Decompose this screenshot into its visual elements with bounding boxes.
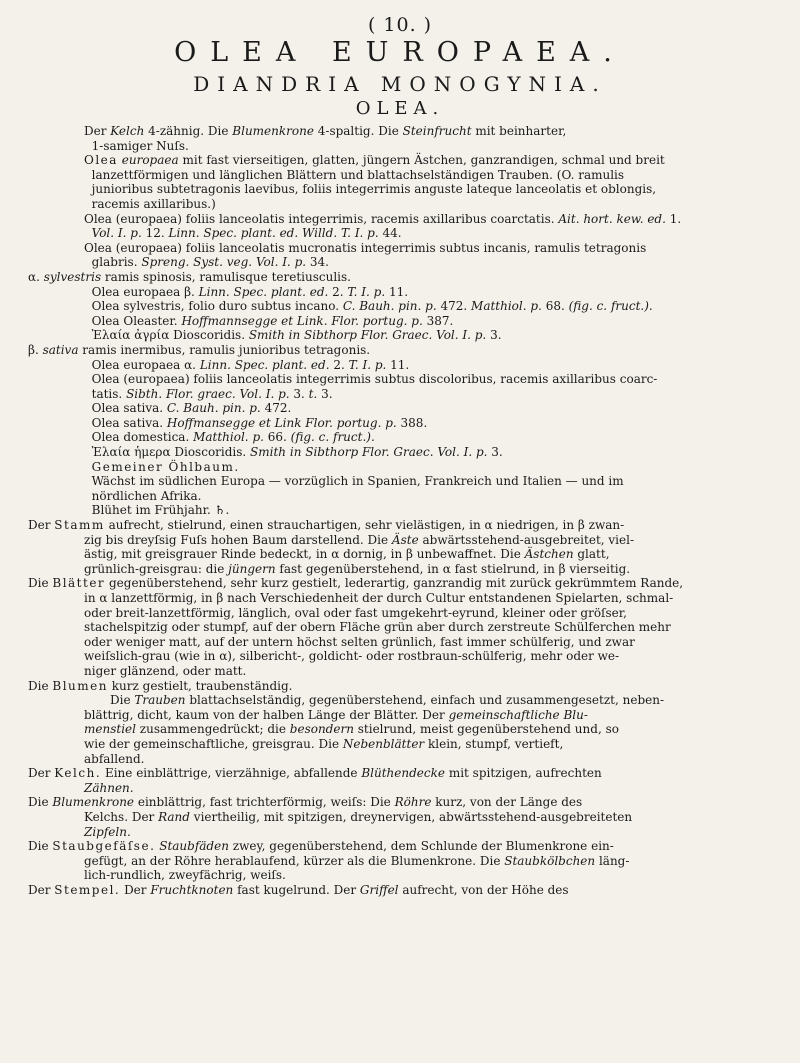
text-line: Olea sativa. C. Bauh. pin. p. 472. <box>84 401 292 416</box>
text-line: Ἐλαία ἡμερα Dioscoridis. Smith in Sibthorp Flor. Graec. Vol. I. p. 3. <box>84 445 503 460</box>
text-line: Olea europaea β. Linn. Spec. plant. ed. 2. T. I. p. 11. <box>84 284 409 299</box>
page-number: ( 10. ) <box>367 14 433 36</box>
text-line: oder breit-lanzettförmig, länglich, oval oder fast umgekehrt-eyrund, kleiner oder gröſser, <box>84 605 627 620</box>
text-line: oder weniger matt, auf der untern höchst selten grünlich, fast immer schülferig, und zwar <box>84 634 635 649</box>
text-line: ästig, mit greisgrauer Rinde bedeckt, in α dornig, in β unbewaffnet. Die Ästchen glatt, <box>84 547 610 562</box>
text-line: blättrig, dicht, kaum von der halben Länge der Blätter. Der gemeinschaftliche Blu- <box>84 707 588 722</box>
text-line: wie der gemeinschaftliche, greisgrau. Die Nebenblätter klein, stumpf, vertieft, <box>84 736 564 751</box>
genus-heading: OLEA. <box>355 98 445 119</box>
text-line: Olea Oleaster. Hoffmannsegge et Link. Flor. portug. p. 387. <box>84 313 454 328</box>
text-line: zig bis dreyſsig Fuſs hohen Baum darstellend. Die Äste abwärtsstehend-ausgebreitet, viel- <box>84 532 635 547</box>
text-line: Olea (europaea) foliis lanceolatis integerrimis subtus discoloribus, racemis axillaribus coarc- <box>84 372 658 387</box>
text-line: niger glänzend, oder matt. <box>84 663 247 678</box>
text-line: Die Trauben blattachselständig, gegenüberstehend, einfach und zusammengesetzt, neben- <box>110 693 665 708</box>
text-line: Olea (europaea) foliis lanceolatis integerrimis, racemis axillaribus coarctatis. Ait. hort. kew. ed. 1. <box>84 211 682 226</box>
text-line: lich-rundlich, zweyfächrig, weiſs. <box>84 868 286 883</box>
text-line: Vol. I. p. 12. Linn. Spec. plant. ed. Willd. T. I. p. 44. <box>91 226 402 241</box>
text-line: Ἐλαία ἀγρία Dioscoridis. Smith in Sibthorp Flor. Graec. Vol. I. p. 3. <box>84 328 502 343</box>
text-line: Olea europaea mit fast vierseitigen, glatten, jüngern Ästchen, ganzrandigen, schmal und breit <box>84 153 665 168</box>
text-line: grünlich-greisgrau: die jüngern fast gegenüberstehend, in α fast stielrund, in β vierseitig. <box>84 561 631 576</box>
text-line: tatis. Sibth. Flor. graec. Vol. I. p. 3. t. 3. <box>84 386 333 401</box>
text-line: lanzettförmigen und länglichen Blättern und blattachselständigen Trauben. (O. ramulis <box>84 167 625 182</box>
text-line: Zähnen. <box>84 780 134 795</box>
text-line: glabris. Spreng. Syst. veg. Vol. I. p. 34. <box>84 255 329 270</box>
text-line: abfallend. <box>84 751 145 766</box>
text-line: Olea europaea α. Linn. Spec. plant. ed. 2. T. I. p. 11. <box>84 357 410 372</box>
text-line: Die Staubgefäſse. Staubfäden zwey, gegenüberstehend, dem Schlunde der Blumenkrone ein- <box>28 839 614 854</box>
text-line: Olea (europaea) foliis lanceolatis mucronatis integerrimis subtus incanis, ramulis tetragonis <box>84 240 647 255</box>
text-line: Blühet im Frühjahr. ♄. <box>84 503 230 518</box>
text-line: Wächst im südlichen Europa — vorzüglich in Spanien, Frankreich und Italien — und im <box>84 474 624 489</box>
text-line: β. sativa ramis inermibus, ramulis junioribus tetragonis. <box>28 342 371 357</box>
text-line: 1-samiger Nuſs. <box>84 138 189 153</box>
text-line: racemis axillaribus.) <box>84 196 216 211</box>
text-line: Olea sativa. Hoffmansegge et Link Flor. portug. p. 388. <box>84 415 428 430</box>
text-line: Der Stamm aufrecht, stielrund, einen strauchartigen, sehr vielästigen, in α niedrigen, in β zwan- <box>28 518 625 533</box>
text-line: gefügt, an der Röhre herablaufend, kürzer als die Blumenkrone. Die Staubkölbchen läng- <box>84 853 630 868</box>
text-line: α. sylvestris ramis spinosis, ramulisque teretiusculis. <box>28 269 351 284</box>
text-line: Die Blätter gegenüberstehend, sehr kurz gestielt, lederartig, ganzrandig mit zurück gekrümmtem Rande, <box>28 576 684 591</box>
text-line: junioribus subtetragonis laevibus, foliis integerrimis anguste lateque lanceolatis et oblongis, <box>84 182 657 197</box>
text-line: Zipfeln. <box>84 824 131 839</box>
text-line: stachelspitzig oder stumpf, auf der obern Fläche grün aber durch zerstreute Schülferchen mehr <box>84 620 671 635</box>
page-title: OLEA EUROPAEA. <box>174 37 626 68</box>
text-line: Der Kelch 4-zähnig. Die Blumenkrone 4-spaltig. Die Steinfrucht mit beinharter, <box>84 124 567 138</box>
description-text <box>18 124 782 897</box>
text-line: Kelchs. Der Rand viertheilig, mit spitzigen, dreynervigen, abwärtsstehend-ausgebreiteten <box>84 809 633 824</box>
text-line: menstiel zusammengedrückt; die besondern stielrund, meist gegenüberstehend und, so <box>84 722 619 737</box>
text-line: Olea domestica. Matthiol. p. 66. (fig. c. fruct.). <box>84 430 375 445</box>
text-line: Olea sylvestris, folio duro subtus incano. C. Bauh. pin. p. 472. Matthiol. p. 68. (fig. c. fruct.). <box>84 299 653 314</box>
linnaean-class: DIANDRIA MONOGYNIA. <box>193 72 607 96</box>
text-line: Gemeiner Öhlbaum. <box>91 459 240 474</box>
text-line: Die Blumen kurz gestielt, traubenständig. <box>28 678 293 693</box>
text-line: nördlichen Afrika. <box>84 488 202 503</box>
text-line: Die Blumenkrone einblättrig, fast trichterförmig, weiſs: Die Röhre kurz, von der Länge des <box>28 795 583 810</box>
text-line: weiſslich-grau (wie in α), silbericht-, goldicht- oder rostbraun-schülferig, mehr oder we- <box>84 649 620 664</box>
text-line: in α lanzettförmig, in β nach Verschiedenheit der durch Cultur entstandenen Spielarten, schmal- <box>84 591 674 605</box>
text-line: Der Kelch. Eine einblättrige, vierzähnige, abfallende Blüthendecke mit spitzigen, aufrechten <box>28 766 602 781</box>
text-line: Der Stempel. Der Fruchtknoten fast kugelrund. Der Griffel aufrecht, von der Höhe des <box>28 882 569 897</box>
